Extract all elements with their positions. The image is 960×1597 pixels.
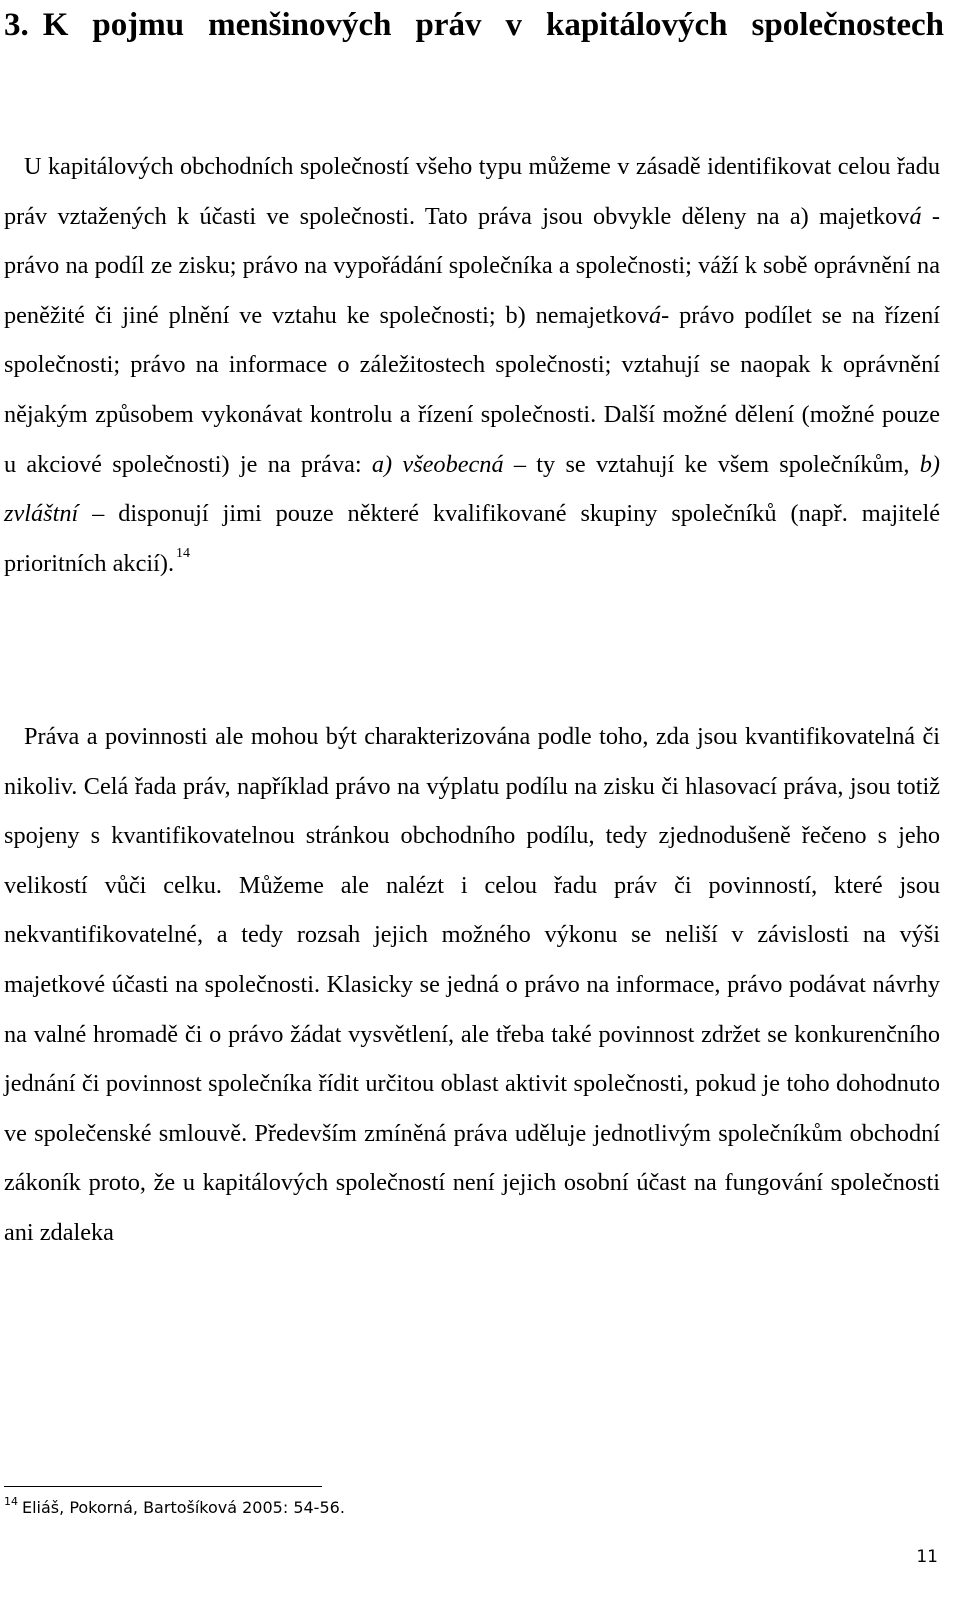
- paragraph-1-italic-b: á: [648, 301, 662, 329]
- footnote-separator: [4, 1486, 322, 1487]
- body-paragraph-2: [4, 712, 940, 1258]
- paragraph-1-text-e: – disponují jimi pouze některé kvalifikované skupiny společníků (např. majitelé prioritních akcií).: [4, 500, 940, 577]
- paragraph-1-italic-c: a) všeobecná: [371, 450, 504, 478]
- section-heading: [4, 0, 944, 51]
- paragraph-1-italic-d: b) zvláštní: [4, 450, 941, 528]
- paragraph-2-text: Práva a povinnosti ale mohou být charakterizována podle toho, zda jsou kvantifikovatelná či nikoliv. Celá řada práv, například právo na výplatu podílu na zisku či hlasovací práva, jsou totiž spojeny s kvantifikovatelnou stránkou obchodního podílu, tedy zjednodušeně řečeno s jeho velikostí vůči celku. Můžeme ale nalézt i celou řadu práv či povinností, které jsou nekvantifikovatelné, a tedy rozsah jejich možného výkonu se neliší v závislosti na výši majetkové účasti na společnosti. Klasicky se jedná o právo na informace, právo podávat návrhy na valné hromadě či o právo žádat vysvětlení, ale třeba také povinnost zdržet se konkurenčního jednání či povinnost společníka řídit určitou oblast aktivit společnosti, pokud je toho dohodnuto ve společenské smlouvě. Především zmíněná práva uděluje jednotlivým společníkům obchodní zákoník proto, že u kapitálových společností není jejich osobní účast na fungování společnosti ani zdaleka: [4, 723, 940, 1246]
- section-heading-line: [4, 0, 944, 51]
- body-paragraph-1: [4, 142, 940, 588]
- footnote-number: 14: [4, 1495, 18, 1508]
- page-number: 11: [916, 1547, 938, 1567]
- footnote-text: Eliáš, Pokorná, Bartošíková 2005: 54-56.: [22, 1498, 345, 1517]
- footnote-reference[interactable]: 14: [176, 545, 191, 561]
- paragraph-1-text-c: - právo podílet se na řízení společnosti; právo na informace o záležitostech společnosti; vztahují se naopak k oprávnění nějakým způsobem vykonávat kontrolu a řízení společnosti. Další možné dělení (možné pouze u akciové společnosti) je na práva:: [4, 301, 940, 478]
- paragraph-1-text-d: – ty se vztahují ke všem společníkům,: [503, 450, 920, 478]
- section-title: K pojmu menšinových práv v kapitálových společnostech: [42, 7, 944, 43]
- footnote: [4, 1494, 345, 1522]
- section-number: 3.: [4, 7, 29, 43]
- paragraph-1-italic-a: á: [909, 202, 922, 230]
- paragraph-1-text-b: - právo na podíl ze zisku; právo na vypořádání společníka a společnosti; váží k sobě oprávnění na peněžité či jiné plnění ve vztahu ke společnosti; b) nemajetkov: [4, 202, 940, 329]
- paragraph-1-text-a: U kapitálových obchodních společností všeho typu můžeme v zásadě identifikovat celou řadu práv vztažených k účasti ve společnosti. Tato práva jsou obvykle děleny na a) majetkov: [4, 153, 940, 230]
